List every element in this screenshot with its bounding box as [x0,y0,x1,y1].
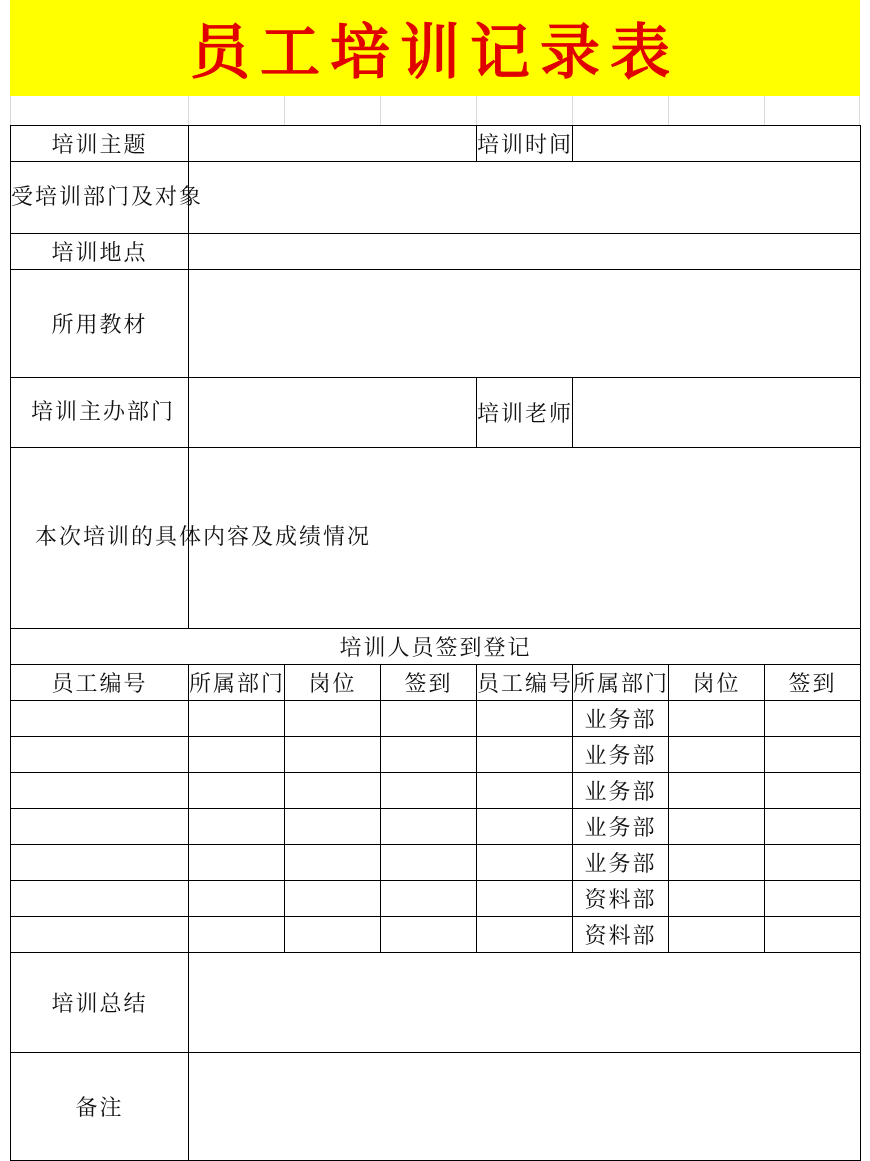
cell-employee-id[interactable] [11,773,189,809]
topic-field[interactable] [189,126,477,162]
cell-signin-2[interactable] [765,845,861,881]
header-employee-id-2: 员工编号 [477,665,573,701]
cell-department[interactable] [189,845,285,881]
cell-employee-id[interactable] [11,809,189,845]
cell-department[interactable] [189,881,285,917]
table-row [11,737,861,773]
cell-employee-id-2[interactable] [477,881,573,917]
summary-label: 培训总结 [11,953,189,1053]
content-label: 本次培训的具体内容及成绩情况 [11,448,189,629]
cell-position[interactable] [285,917,381,953]
cell-employee-id-2[interactable] [477,917,573,953]
table-row [11,701,861,737]
cell-signin[interactable] [381,881,477,917]
cell-employee-id[interactable] [11,701,189,737]
table-row [11,881,861,917]
cell-signin[interactable] [381,737,477,773]
teacher-field[interactable] [573,378,861,448]
materials-field[interactable] [189,270,861,378]
header-department-2: 所属部门 [573,665,669,701]
cell-signin-2[interactable] [765,881,861,917]
cell-position-2[interactable] [669,773,765,809]
cell-employee-id-2[interactable] [477,737,573,773]
header-signin: 签到 [381,665,477,701]
header-employee-id: 员工编号 [11,665,189,701]
training-record-form [10,125,861,1161]
topic-label: 培训主题 [11,126,189,162]
time-field[interactable] [573,126,861,162]
cell-department[interactable] [189,917,285,953]
trainee-field[interactable] [189,162,861,234]
cell-employee-id-2[interactable] [477,773,573,809]
cell-signin-2[interactable] [765,917,861,953]
header-position-2: 岗位 [669,665,765,701]
cell-signin[interactable] [381,845,477,881]
cell-position-2[interactable] [669,881,765,917]
cell-position[interactable] [285,809,381,845]
organizer-label: 培训主办部门 [11,378,189,448]
signin-title: 培训人员签到登记 [11,629,861,665]
trainee-label: 受培训部门及对象 [11,162,189,234]
remarks-field[interactable] [189,1053,861,1161]
header-department: 所属部门 [189,665,285,701]
row-content [11,448,861,629]
cell-department[interactable] [189,809,285,845]
summary-field[interactable] [189,953,861,1053]
cell-employee-id[interactable] [11,881,189,917]
remarks-label: 备注 [11,1053,189,1161]
cell-department-2[interactable]: 业务部 [573,737,669,773]
cell-position[interactable] [285,737,381,773]
cell-signin[interactable] [381,701,477,737]
row-summary [11,953,861,1053]
row-materials [11,270,861,378]
cell-signin[interactable] [381,809,477,845]
cell-department-2[interactable]: 业务部 [573,701,669,737]
location-label: 培训地点 [11,234,189,270]
cell-position-2[interactable] [669,845,765,881]
time-label: 培训时间 [477,126,573,162]
cell-employee-id-2[interactable] [477,809,573,845]
title-bar [10,0,860,96]
cell-department-2[interactable]: 资料部 [573,917,669,953]
page-title: 员工培训记录表 [190,18,680,88]
row-trainee [11,162,861,234]
cell-position[interactable] [285,845,381,881]
cell-employee-id-2[interactable] [477,845,573,881]
cell-position[interactable] [285,881,381,917]
location-field[interactable] [189,234,861,270]
spreadsheet-gridline-row [10,96,860,125]
cell-signin[interactable] [381,773,477,809]
header-position: 岗位 [285,665,381,701]
cell-employee-id[interactable] [11,737,189,773]
cell-department-2[interactable]: 业务部 [573,845,669,881]
cell-department-2[interactable]: 资料部 [573,881,669,917]
cell-employee-id-2[interactable] [477,701,573,737]
cell-signin-2[interactable] [765,737,861,773]
cell-signin[interactable] [381,917,477,953]
cell-employee-id[interactable] [11,845,189,881]
cell-position-2[interactable] [669,917,765,953]
materials-label: 所用教材 [11,270,189,378]
table-row [11,917,861,953]
cell-signin-2[interactable] [765,773,861,809]
table-row [11,845,861,881]
cell-department[interactable] [189,701,285,737]
cell-position[interactable] [285,701,381,737]
cell-position-2[interactable] [669,737,765,773]
cell-position-2[interactable] [669,701,765,737]
row-remarks [11,1053,861,1161]
cell-department-2[interactable]: 业务部 [573,773,669,809]
organizer-field[interactable] [189,378,477,448]
cell-signin-2[interactable] [765,701,861,737]
table-row [11,809,861,845]
cell-position-2[interactable] [669,809,765,845]
cell-employee-id[interactable] [11,917,189,953]
cell-department-2[interactable]: 业务部 [573,809,669,845]
signin-header-row [11,665,861,701]
header-signin-2: 签到 [765,665,861,701]
row-topic [11,126,861,162]
cell-position[interactable] [285,773,381,809]
table-row [11,773,861,809]
row-location [11,234,861,270]
cell-signin-2[interactable] [765,809,861,845]
row-organizer [11,378,861,448]
cell-department[interactable] [189,737,285,773]
row-signin-title [11,629,861,665]
cell-department[interactable] [189,773,285,809]
teacher-label: 培训老师 [477,378,573,448]
